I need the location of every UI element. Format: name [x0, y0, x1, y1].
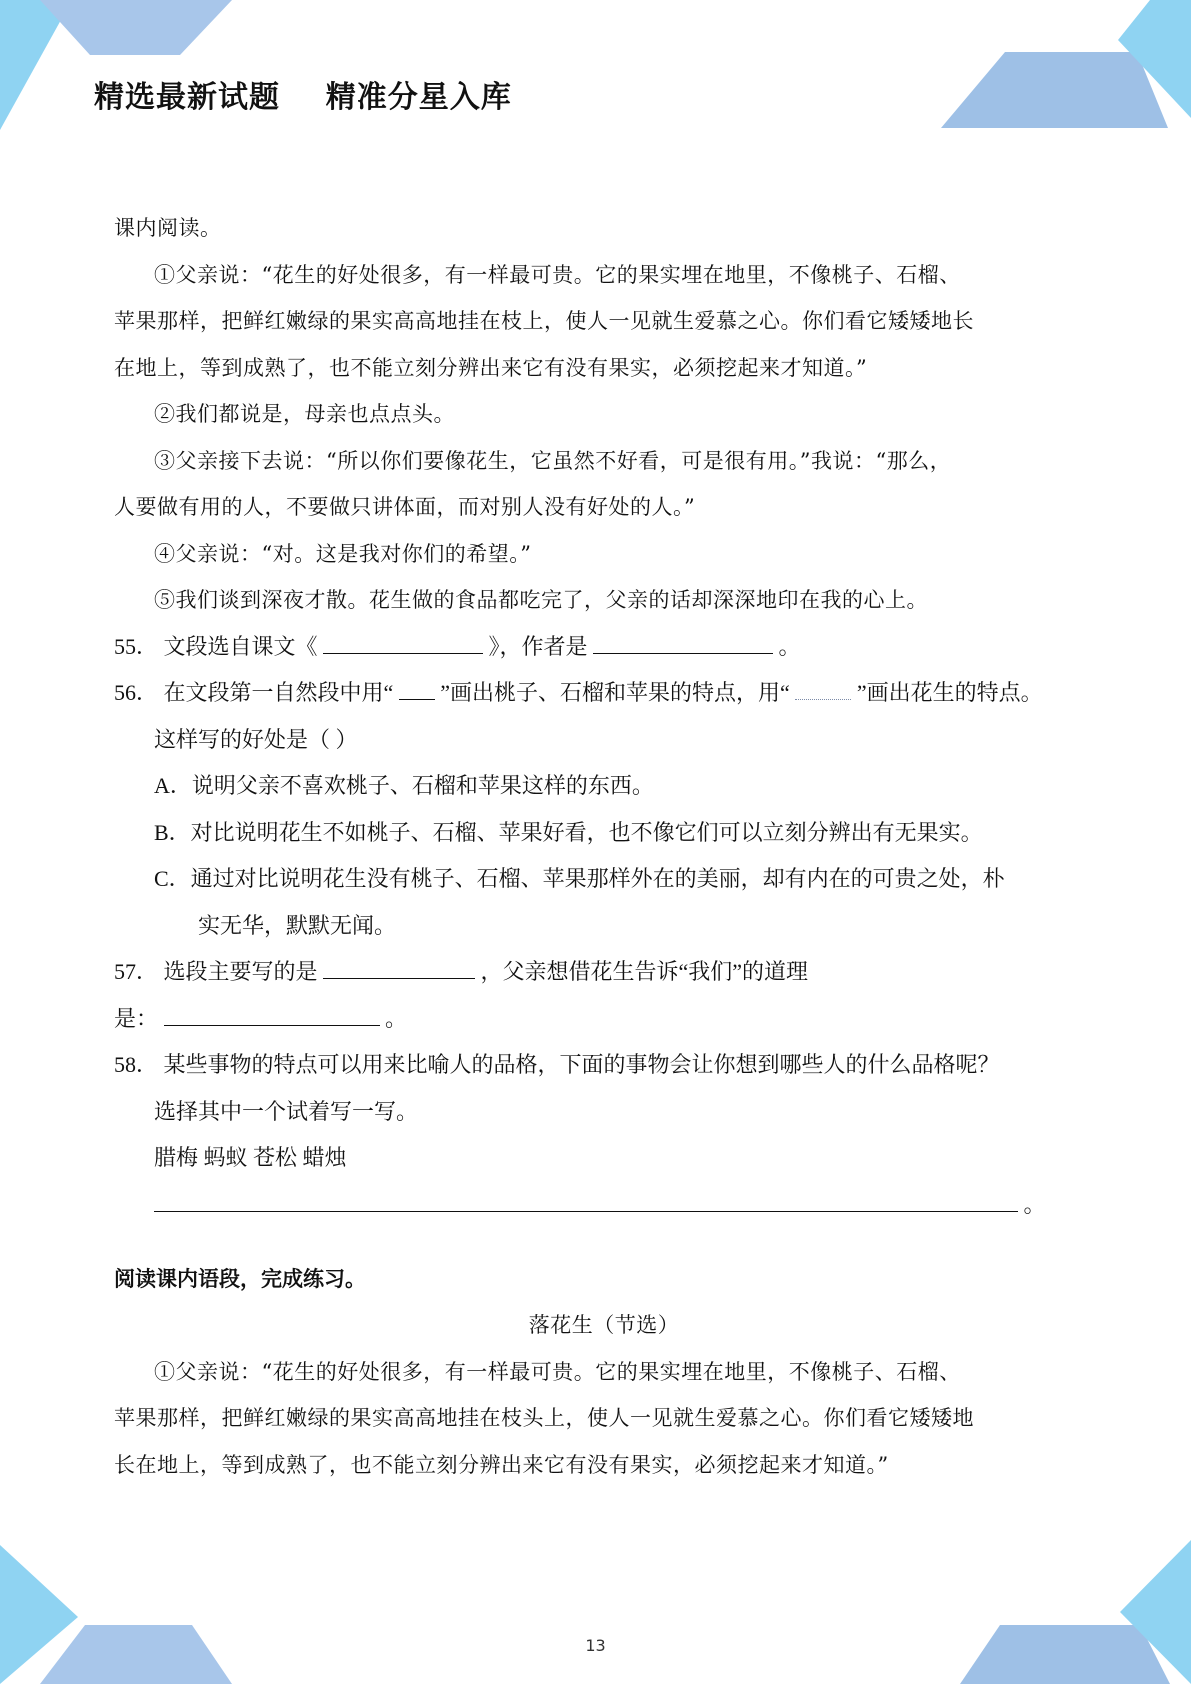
- question-text: 。: [385, 1005, 408, 1031]
- bottom-left-light-triangle: [0, 1545, 78, 1684]
- question-text: ，父亲想借花生告诉“我们”的道理: [480, 959, 809, 984]
- question-55: [114, 624, 1094, 671]
- passage2-title: 落花生（节选）: [528, 1313, 680, 1337]
- top-right-light-triangle: [1118, 0, 1191, 118]
- question-text: 。: [778, 633, 801, 659]
- answer-blank-long[interactable]: [154, 1189, 1018, 1212]
- option-a[interactable]: A．说明父亲不喜欢桃子、石榴和苹果这样的东西。: [154, 773, 654, 798]
- straight-underline-sample: [399, 677, 435, 700]
- passage1-line: ③父亲接下去说：“所以你们要像花生，它虽然不好看，可是很有用。”我说：“那么，: [154, 448, 952, 473]
- answer-blank-reason[interactable]: [164, 1003, 380, 1026]
- option-c-continued: 实无华，默默无闻。: [198, 912, 397, 938]
- question-56: [114, 670, 1094, 717]
- question-57-line2: [114, 996, 1094, 1043]
- wavy-underline-sample: [795, 677, 851, 700]
- answer-blank-author[interactable]: [593, 631, 773, 654]
- question-text: ”画出花生的特点。: [856, 680, 1043, 705]
- answer-blank-title[interactable]: [323, 631, 483, 654]
- passage2-line: ①父亲说：“花生的好处很多，有一样最可贵。它的果实埋在地里，不像桃子、石榴、: [154, 1359, 961, 1384]
- option-c[interactable]: C．通过对比说明花生没有桃子、石榴、苹果那样外在的美丽，却有内在的可贵之处，朴: [154, 866, 1005, 891]
- question-number: 57．: [114, 959, 159, 984]
- passage2-line: 长在地上，等到成熟了，也不能立刻分辨出来它有没有果实，必须挖起来才知道。”: [114, 1452, 889, 1477]
- top-left-light-triangle: [0, 0, 72, 130]
- question-text: 文段选自课文《: [163, 633, 318, 659]
- section-heading: 阅读课内语段，完成练习。: [114, 1267, 366, 1291]
- passage1-line: ⑤我们谈到深夜才散。花生做的食品都吃完了，父亲的话却深深地印在我的心上。: [154, 588, 928, 612]
- question-text: 在文段第一自然段中用“: [163, 680, 394, 705]
- question-text: 选段主要写的是: [163, 959, 318, 984]
- option-b[interactable]: B．对比说明花生不如桃子、石榴、苹果好看，也不像它们可以立刻分辨出有无果实。: [154, 819, 983, 845]
- header-title: 精选最新试题 精准分星入库: [94, 80, 512, 115]
- top-left-dark-trapezoid: [40, 0, 232, 55]
- bottom-right-light-triangle: [1120, 1540, 1191, 1684]
- question-number: 58．: [114, 1052, 159, 1077]
- question-text: 》，作者是: [488, 633, 588, 659]
- question-58: [114, 1042, 1094, 1089]
- passage1-line: ①父亲说：“花生的好处很多，有一样最可贵。它的果实埋在地里，不像桃子、石榴、: [154, 262, 961, 287]
- passage1-line: 苹果那样，把鲜红嫩绿的果实高高地挂在枝上，使人一见就生爱慕之心。你们看它矮矮地长: [114, 309, 974, 333]
- passage1-line: ②我们都说是，母亲也点点头。: [154, 402, 455, 426]
- question-text: 。: [1023, 1191, 1046, 1217]
- question-58-answer-line: [114, 1182, 1094, 1229]
- spacer: [114, 1228, 1094, 1256]
- question-58-line2: 选择其中一个试着写一写。: [154, 1098, 419, 1124]
- answer-blank-main-content[interactable]: [323, 956, 475, 979]
- question-58-choices: 腊梅 蚂蚁 苍松 蜡烛: [154, 1145, 347, 1170]
- question-number: 55．: [114, 633, 159, 659]
- question-text: ”画出桃子、石榴和苹果的特点，用“: [440, 680, 790, 705]
- passage1-line: 人要做有用的人，不要做只讲体面，而对别人没有好处的人。”: [114, 495, 696, 519]
- passage1-intro: 课内阅读。: [114, 216, 222, 240]
- question-number: 56．: [114, 680, 159, 705]
- page-content: [114, 205, 1094, 1488]
- question-text: 某些事物的特点可以用来比喻人的品格，下面的事物会让你想到哪些人的什么品格呢？: [163, 1052, 1000, 1077]
- passage2-line: 苹果那样，把鲜红嫩绿的果实高高地挂在枝头上，使人一见就生爱慕之心。你们看它矮矮地: [114, 1406, 974, 1430]
- question-56-line2: 这样写的好处是（ ）: [154, 726, 358, 752]
- top-right-dark-trapezoid: [941, 52, 1168, 128]
- page-number: 13: [585, 1636, 606, 1655]
- passage1-line: ④父亲说：“对。这是我对你们的希望。”: [154, 541, 532, 566]
- question-57: [114, 949, 1094, 996]
- passage1-line: 在地上，等到成熟了，也不能立刻分辨出来它有没有果实，必须挖起来才知道。”: [114, 355, 868, 380]
- question-text: 是：: [114, 1005, 159, 1031]
